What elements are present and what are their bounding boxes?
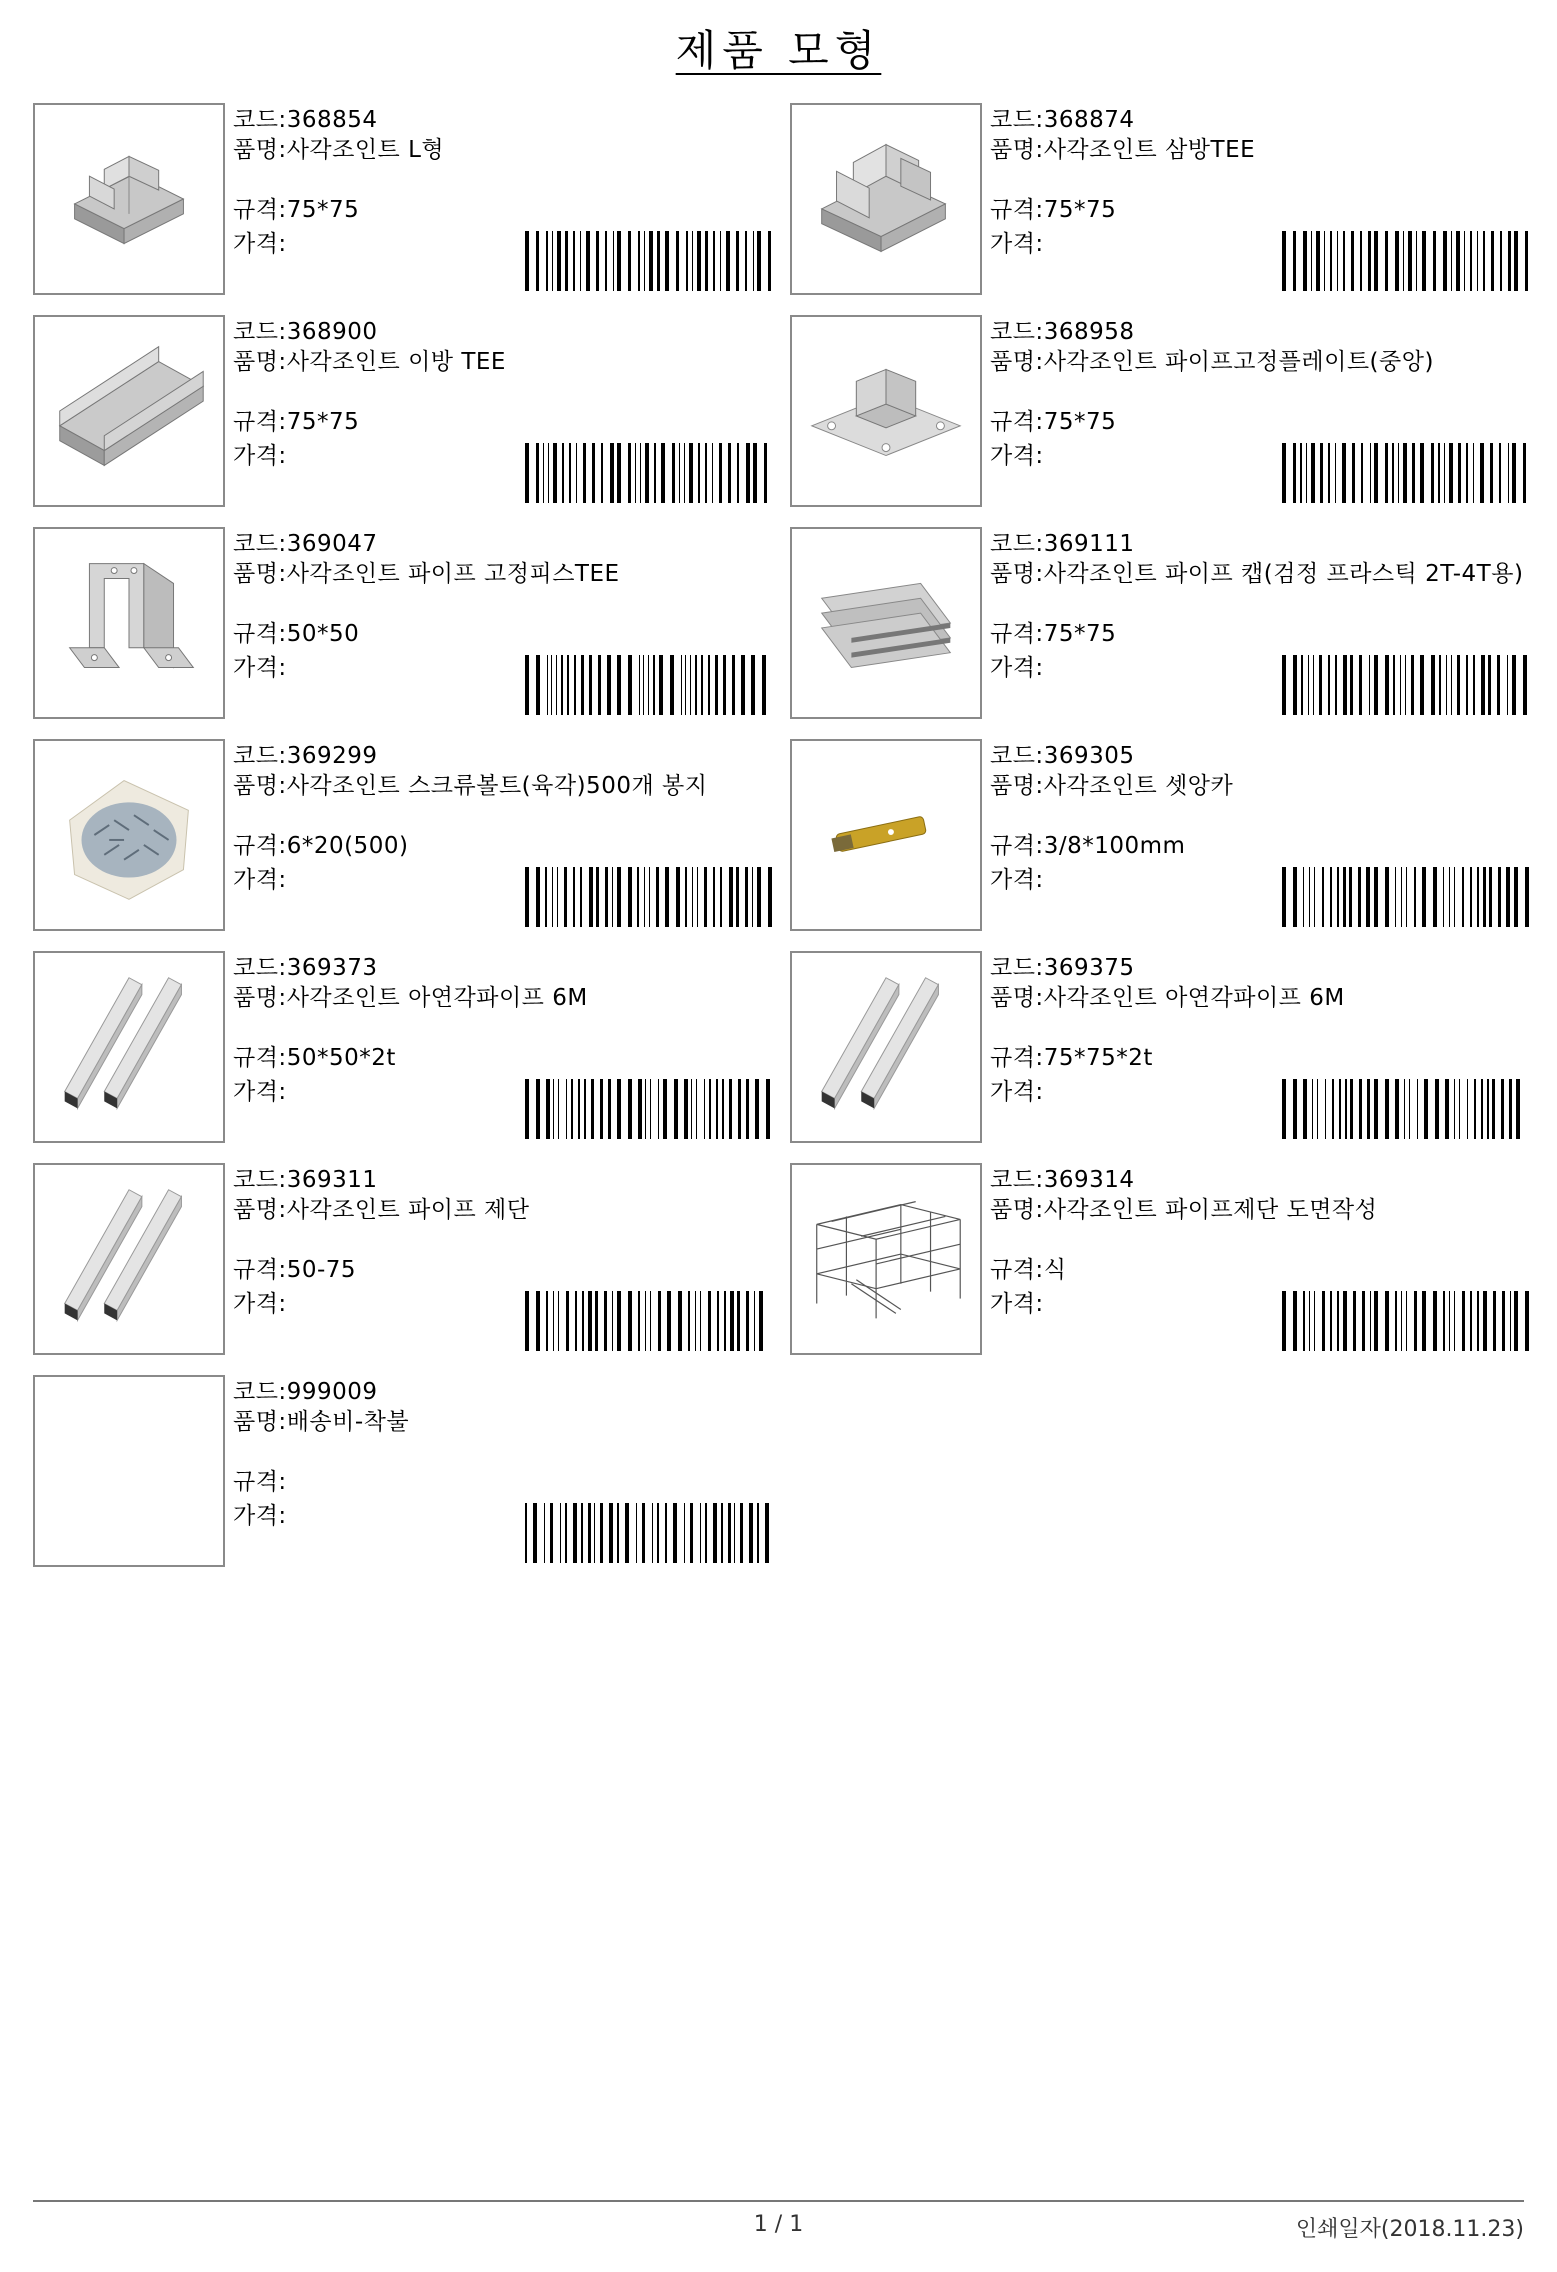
product-image (790, 103, 982, 295)
product-spec: 규격:50-75 (233, 1257, 357, 1283)
product-card (790, 951, 1535, 1143)
frame-structure-icon (792, 1165, 980, 1353)
product-code: 코드:368900 (233, 319, 378, 345)
fixing-piece-icon (35, 529, 223, 717)
product-card (790, 315, 1535, 507)
barcode (523, 1291, 773, 1351)
product-price: 가격: (990, 867, 1044, 893)
barcode (523, 1503, 773, 1563)
square-pipe-icon (792, 953, 980, 1141)
product-name: 품명:사각조인트 아연각파이프 6M (990, 985, 1345, 1011)
product-name: 품명:사각조인트 삼방TEE (990, 137, 1256, 163)
product-name: 품명:사각조인트 이방 TEE (233, 349, 506, 375)
product-spec: 규격:75*75 (233, 409, 360, 435)
product-name: 품명:배송비-착불 (233, 1409, 410, 1435)
product-image (33, 739, 225, 931)
barcode (523, 443, 773, 503)
fixing-plate-icon (792, 317, 980, 505)
barcode (1280, 867, 1530, 927)
product-image (33, 315, 225, 507)
product-image (33, 1375, 225, 1567)
product-spec: 규격:50*50*2t (233, 1045, 396, 1071)
print-date: 인쇄일자(2018.11.23) (1295, 2217, 1524, 2242)
product-card (790, 527, 1535, 719)
barcode (1280, 655, 1530, 715)
product-image (33, 527, 225, 719)
product-card (33, 527, 778, 719)
product-code: 코드:368874 (990, 107, 1135, 133)
product-name: 품명:사각조인트 파이프제단 도면작성 (990, 1197, 1378, 1223)
product-spec: 규격:50*50 (233, 621, 360, 647)
product-image (790, 1163, 982, 1355)
product-spec: 규격:6*20(500) (233, 833, 409, 859)
product-price: 가격: (233, 867, 287, 893)
product-spec: 규격: (233, 1469, 287, 1495)
product-image (33, 1163, 225, 1355)
product-code: 코드:368854 (233, 107, 378, 133)
product-name: 품명:사각조인트 아연각파이프 6M (233, 985, 588, 1011)
product-name: 품명:사각조인트 셋앙카 (990, 773, 1234, 799)
product-code: 코드:369314 (990, 1167, 1135, 1193)
product-price: 가격: (233, 1503, 287, 1529)
product-card (790, 739, 1535, 931)
product-image (33, 103, 225, 295)
product-code: 코드:369047 (233, 531, 378, 557)
barcode (1280, 231, 1530, 291)
product-image-placeholder (35, 1377, 223, 1565)
product-code: 코드:369375 (990, 955, 1135, 981)
product-card (790, 103, 1535, 295)
barcode (1280, 1079, 1530, 1139)
barcode (523, 655, 773, 715)
product-price: 가격: (990, 1079, 1044, 1105)
barcode (1280, 443, 1530, 503)
product-card (33, 1375, 778, 1567)
product-name: 품명:사각조인트 파이프 고정피스TEE (233, 561, 620, 587)
product-price: 가격: (233, 655, 287, 681)
square-pipe-icon (35, 1165, 223, 1353)
product-spec: 규격:75*75 (990, 197, 1117, 223)
product-name: 품명:사각조인트 파이프 제단 (233, 1197, 530, 1223)
three-way-tee-icon (792, 105, 980, 293)
screw-bag-icon (35, 741, 223, 929)
product-name: 품명:사각조인트 L형 (233, 137, 445, 163)
product-code: 코드:999009 (233, 1379, 378, 1405)
l-joint-icon (35, 105, 223, 293)
anchor-icon (792, 741, 980, 929)
product-price: 가격: (990, 443, 1044, 469)
product-image (790, 951, 982, 1143)
product-price: 가격: (233, 231, 287, 257)
product-code: 코드:369311 (233, 1167, 378, 1193)
product-code: 코드:369299 (233, 743, 378, 769)
product-name: 품명:사각조인트 스크류볼트(육각)500개 봉지 (233, 773, 708, 799)
barcode (523, 1079, 773, 1139)
product-spec: 규격:75*75 (233, 197, 360, 223)
product-price: 가격: (233, 1079, 287, 1105)
page-title: 제품 모형 (675, 26, 882, 75)
product-spec: 규격:75*75 (990, 621, 1117, 647)
product-image (790, 315, 982, 507)
product-card (33, 315, 778, 507)
product-card (33, 103, 778, 295)
barcode (1280, 1291, 1530, 1351)
product-code: 코드:369111 (990, 531, 1135, 557)
product-card (790, 1163, 1535, 1355)
product-price: 가격: (990, 1291, 1044, 1317)
product-card (33, 1163, 778, 1355)
two-way-tee-icon (35, 317, 223, 505)
product-name: 품명:사각조인트 파이프 캡(검정 프라스틱 2T-4T용) (990, 561, 1524, 587)
product-spec: 규격:식 (990, 1257, 1067, 1283)
product-price: 가격: (990, 655, 1044, 681)
product-spec: 규격:75*75*2t (990, 1045, 1153, 1071)
product-spec: 규격:75*75 (990, 409, 1117, 435)
product-card (33, 951, 778, 1143)
product-price: 가격: (233, 1291, 287, 1317)
product-image (33, 951, 225, 1143)
barcode (523, 867, 773, 927)
product-card (33, 739, 778, 931)
product-price: 가격: (233, 443, 287, 469)
product-image (790, 527, 982, 719)
page-number: 1 / 1 (753, 2212, 804, 2237)
product-code: 코드:369305 (990, 743, 1135, 769)
pipe-cap-icon (792, 529, 980, 717)
product-code: 코드:369373 (233, 955, 378, 981)
product-image (790, 739, 982, 931)
product-code: 코드:368958 (990, 319, 1135, 345)
square-pipe-icon (35, 953, 223, 1141)
product-spec: 규격:3/8*100mm (990, 833, 1186, 859)
barcode (523, 231, 773, 291)
footer-divider (33, 2200, 1524, 2202)
product-price: 가격: (990, 231, 1044, 257)
product-name: 품명:사각조인트 파이프고정플레이트(중앙) (990, 349, 1434, 375)
